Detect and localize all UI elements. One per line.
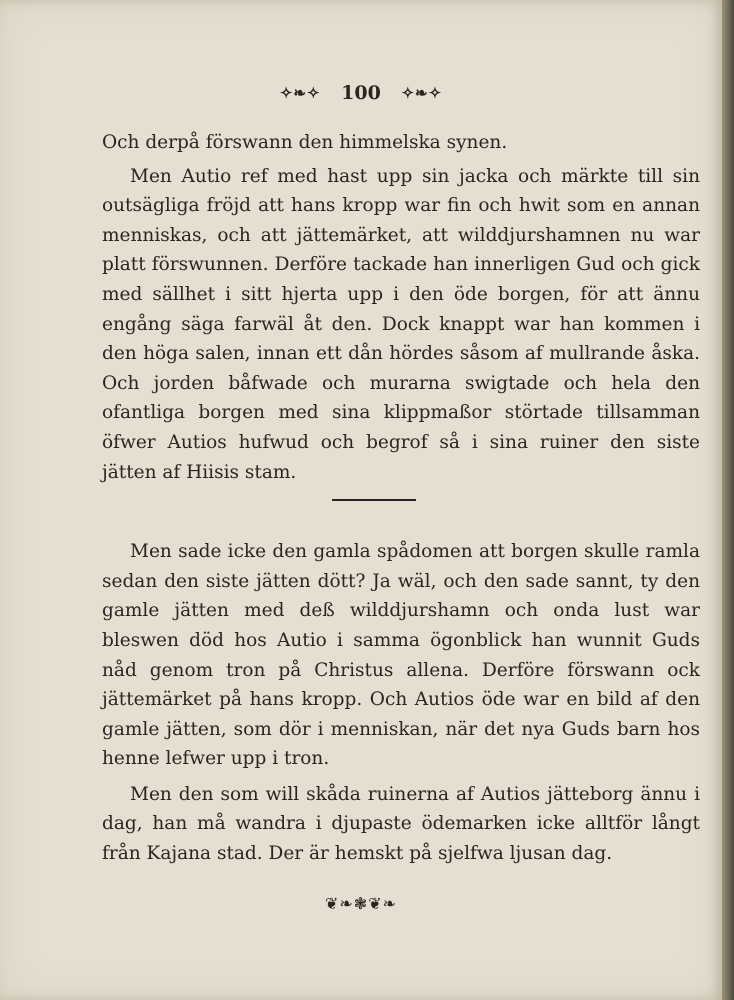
paragraph-3: Men sade icke den gamla spådomen att borgen skulle ramla sedan den siste jätten dött? Ja wäl, och den sade sannt, ty den gamle jätten med deß wilddjurshamn och onda lust war bleswen död hos Autio i samma ögonblick han wunnit Guds nåd genom tron på Christus allena. Derföre förswann ock jättemärket på hans kropp. Och Autios öde war en bild af den gamle jätten, som dör i menniskan, när det nya Guds barn hos henne lefwer upp i tron. [102, 541, 700, 770]
header-ornament-left: ✧❧✧ [279, 84, 321, 102]
page-header [0, 82, 722, 104]
paragraph-1: Och derpå förswann den himmelska synen. [102, 132, 508, 153]
paragraph-4: Men den som will skåda ruinerna af Autios jätteborg ännu i dag, han må wandra i djupaste ödemarken icke alltför långt från Kajana stad. Der är hemskt på sjelfwa ljusan dag. [102, 783, 700, 865]
body-text [102, 128, 700, 869]
page-number: 100 [341, 82, 381, 104]
paragraph-2: Men Autio ref med hast upp sin jacka och märkte till sin outsägliga fröjd att hans kropp war fin och hwit som en annan menniskas, och att jättemärket, att wilddjurshamnen nu war platt förswunnen. Derföre tackade han innerligen Gud och gick med sällhet i sitt hjerta upp i den öde borgen, för att ännu engång säga farwäl åt den. Dock knappt war han kommen i den höga salen, innan ett dån hördes såsom af mullrande åska. Och jorden båfwade och murarna swigtade och hela den ofantliga borgen med sina klippmaßor störtade tillsamman öfwer Autios hufwud och begrof så i sina ruiner den siste jätten af Hiisis stam. [102, 165, 700, 483]
footer-ornament: ❦❧❃❦❧ [324, 894, 398, 913]
page-edge [722, 0, 734, 1000]
header-ornament-right: ✧❧✧ [401, 84, 443, 102]
